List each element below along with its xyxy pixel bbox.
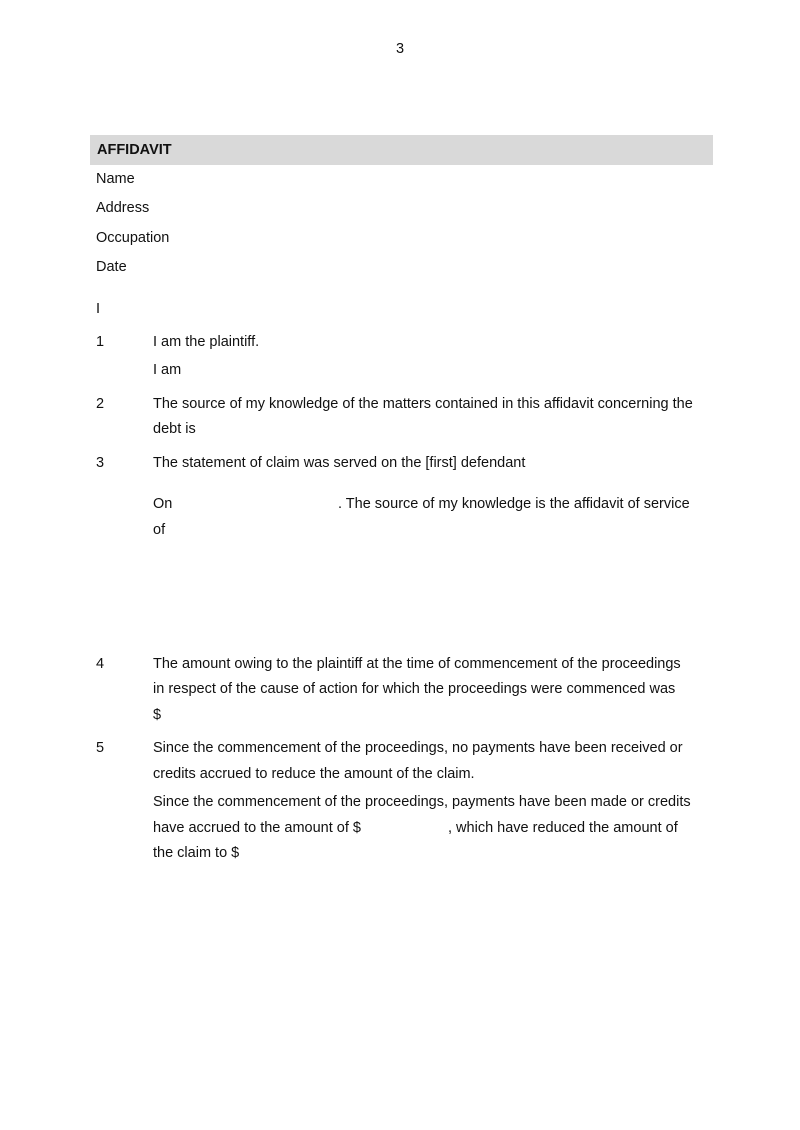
date-label: Date — [96, 259, 127, 275]
paragraph-4-line-3: $ — [153, 707, 162, 723]
paragraph-3-line-2: . The source of my knowledge is the affidavit of service — [338, 496, 690, 512]
paragraph-4-line-1: The amount owing to the plaintiff at the time of commencement of the proceedings — [153, 656, 681, 672]
address-label: Address — [96, 200, 150, 216]
paragraph-4-line-2: in respect of the cause of action for which the proceedings were commenced was — [153, 681, 676, 697]
paragraph-3-line-1: The statement of claim was served on the [first] defendant — [153, 455, 526, 471]
paragraph-3-on: On — [153, 496, 173, 512]
paragraph-5-line-2: credits accrued to reduce the amount of the claim. — [153, 766, 475, 782]
page-number: 3 — [395, 41, 405, 57]
paragraph-5-number: 5 — [96, 740, 105, 756]
occupation-label: Occupation — [96, 230, 170, 246]
paragraph-5-line-3: Since the commencement of the proceedings, payments have been made or credits — [153, 794, 691, 810]
affidavit-heading: AFFIDAVIT — [97, 142, 172, 158]
paragraph-1-number: 1 — [96, 334, 105, 350]
paragraph-5-line-5: the claim to $ — [153, 845, 240, 861]
paragraph-2-number: 2 — [96, 396, 105, 412]
paragraph-3-number: 3 — [96, 455, 105, 471]
intro-text: I — [96, 301, 101, 317]
paragraph-5-line-4b: , which have reduced the amount of — [448, 820, 678, 836]
paragraph-1-line-1: I am the plaintiff. — [153, 334, 260, 350]
paragraph-5-line-1: Since the commencement of the proceedings, no payments have been received or — [153, 740, 683, 756]
paragraph-5-line-4a: have accrued to the amount of $ — [153, 820, 361, 836]
paragraph-3-line-3: of — [153, 522, 166, 538]
paragraph-2-line-1: The source of my knowledge of the matters contained in this affidavit concerning the — [153, 396, 693, 412]
name-label: Name — [96, 171, 135, 187]
paragraph-4-number: 4 — [96, 656, 105, 672]
affidavit-heading-bar — [90, 135, 713, 165]
paragraph-1-line-2: I am — [153, 362, 182, 378]
paragraph-2-line-2: debt is — [153, 421, 196, 437]
